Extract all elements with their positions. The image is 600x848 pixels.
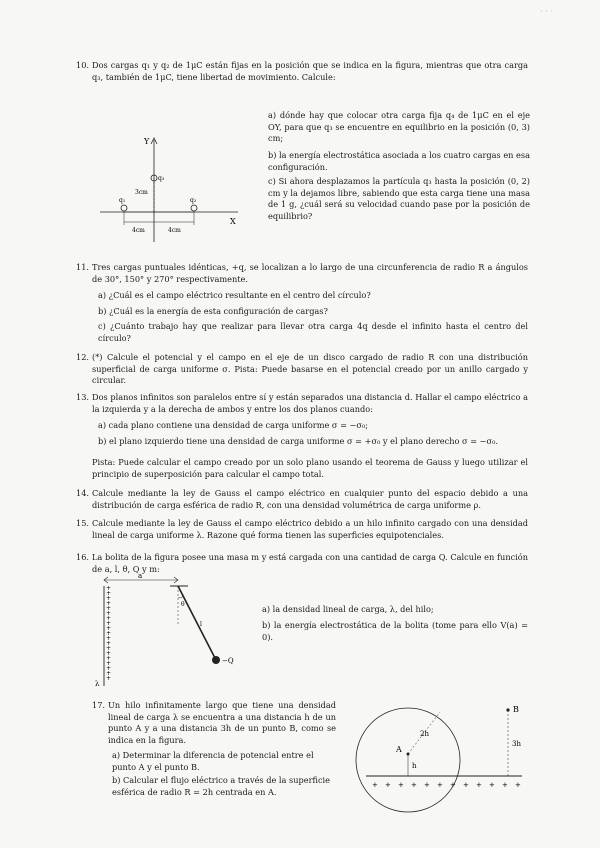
label-A: A bbox=[396, 745, 402, 754]
problem-11-number: 11. bbox=[76, 262, 90, 272]
label-q2: q₂ bbox=[190, 197, 197, 204]
label-l: l bbox=[200, 621, 202, 628]
plus-sign: + bbox=[106, 600, 112, 607]
problem-10-number: 10. bbox=[76, 60, 90, 70]
problem-17-number: 17. bbox=[92, 700, 106, 710]
problem-10-part-b: b) la energía electrostática asociada a los cuatro cargas en esa configuración. bbox=[268, 150, 530, 172]
label-3h: 3h bbox=[512, 740, 521, 748]
plus-sign: + bbox=[106, 640, 112, 647]
problem-12-text: (*) Calcule el potencial y el campo en el eje de un disco cargado de radio R con una distribución superficial de carga uniforme σ. Pista: Puede basarse en el potencial creado por un anillo cargado y circular. bbox=[92, 352, 528, 386]
problem-11-part-a: a) ¿Cuál es el campo eléctrico resultante en el centro del círculo? bbox=[98, 290, 371, 300]
plus-sign: + bbox=[106, 675, 112, 682]
problem-10-part-a: a) dónde hay que colocar otra carga fija q₄ de 1μC en el eje OY, para que q₃ se encuentre en equilibrio en la posición (0, 3) cm; bbox=[268, 110, 530, 144]
plus-sign: + bbox=[106, 645, 112, 652]
problem-13-part-b: b) el plano izquierdo tiene una densidad de carga uniforme σ = +σ₀ y el plano derecho σ = −σ₀. bbox=[98, 436, 498, 446]
problem-17-part-a: a) Determinar la diferencia de potencial entre el punto A y el punto B. bbox=[112, 750, 314, 772]
axis-x-label: X bbox=[230, 217, 236, 226]
plus-sign: + bbox=[106, 615, 112, 622]
plus-sign: + bbox=[106, 605, 112, 612]
label-4cm-left: 4cm bbox=[132, 227, 145, 234]
problem-16-figure bbox=[92, 574, 252, 694]
label-B: B bbox=[513, 705, 519, 714]
problem-17-intro: Un hilo infinitamente largo que tiene una densidad lineal de carga λ se encuentra a una distancia h de un punto A y a una distancia 3h de un punto B, como se indica en la figura. bbox=[108, 700, 336, 745]
problem-13-hint: Pista: Puede calcular el campo creado por un solo plano usando el teorema de Gauss y luego utilizar el principio de superposición para calcular el campo total. bbox=[92, 457, 528, 479]
charge-q1 bbox=[121, 205, 127, 211]
label-minus-Q: −Q bbox=[222, 657, 234, 665]
plus-sign: + bbox=[450, 781, 456, 789]
label-theta: θ bbox=[181, 601, 185, 608]
charge-q2 bbox=[191, 205, 197, 211]
corner-marks: · · · bbox=[540, 6, 554, 16]
plus-sign: + bbox=[106, 595, 112, 602]
plus-sign: + bbox=[424, 781, 430, 789]
axis-y-label: Y bbox=[144, 137, 150, 146]
problem-15-number: 15. bbox=[76, 518, 90, 528]
plus-sign: + bbox=[106, 630, 112, 637]
plus-sign: + bbox=[106, 660, 112, 667]
plus-sign: + bbox=[476, 781, 482, 789]
problem-17-part-b: b) Calcular el flujo eléctrico a través de la superficie esférica de radio R = 2h centrada en A. bbox=[112, 775, 331, 797]
label-q1: q₁ bbox=[119, 197, 126, 204]
plus-sign: + bbox=[502, 781, 508, 789]
problem-13-part-a: a) cada plano contiene una densidad de carga uniforme σ = −σ₀; bbox=[98, 420, 369, 430]
plus-sign: + bbox=[106, 590, 112, 597]
plus-sign: + bbox=[106, 620, 112, 627]
plus-sign: + bbox=[372, 781, 378, 789]
problem-13-intro: Dos planos infinitos son paralelos entre sí y están separados una distancia d. Hallar el campo eléctrico a la izquierda y a la derecha de ambos y entre los dos planos cuando: bbox=[92, 392, 528, 414]
plus-sign: + bbox=[515, 781, 521, 789]
plus-sign: + bbox=[106, 655, 112, 662]
plus-sign: + bbox=[106, 635, 112, 642]
problem-16-intro: La bolita de la figura posee una masa m y está cargada con una cantidad de carga Q. Calcule en función de a, l, θ, Q y m: bbox=[92, 552, 528, 574]
plus-sign: + bbox=[106, 625, 112, 632]
problem-12-number: 12. bbox=[76, 352, 90, 362]
plus-sign: + bbox=[463, 781, 469, 789]
label-lambda: λ bbox=[95, 680, 100, 688]
label-h: h bbox=[412, 762, 417, 770]
plus-sign: + bbox=[489, 781, 495, 789]
label-a: a bbox=[138, 574, 143, 580]
point-B bbox=[506, 708, 509, 711]
label-3cm: 3cm bbox=[135, 189, 148, 196]
label-2h: 2h bbox=[420, 730, 429, 738]
plus-sign: + bbox=[106, 665, 112, 672]
plus-sign: + bbox=[106, 585, 112, 592]
plus-sign: + bbox=[385, 781, 391, 789]
thread bbox=[178, 586, 216, 660]
point-A bbox=[407, 753, 410, 756]
wire-plus-signs-17 bbox=[372, 781, 521, 789]
problem-11-part-c: c) ¿Cuánto trabajo hay que realizar para llevar otra carga 4q desde el infinito hasta el centro del círculo? bbox=[98, 321, 528, 343]
label-q3: q₃ bbox=[158, 175, 165, 182]
plus-sign: + bbox=[411, 781, 417, 789]
problem-10-figure bbox=[92, 130, 252, 250]
problem-17-figure bbox=[350, 700, 530, 830]
problem-11-intro: Tres cargas puntuales idénticas, +q, se localizan a lo largo de una circunferencia de radio R a ángulos de 30°, 150° y 270° respectivamente. bbox=[92, 262, 528, 284]
problem-16-part-b: b) la energía electrostática de la bolita (tome para ello V(a) = 0). bbox=[262, 620, 528, 642]
problem-16-part-a: a) la densidad lineal de carga, λ, del hilo; bbox=[262, 604, 434, 614]
plus-sign: + bbox=[398, 781, 404, 789]
plus-sign: + bbox=[106, 670, 112, 677]
plus-sign: + bbox=[106, 650, 112, 657]
problem-10-part-c: c) Si ahora desplazamos la partícula q₃ hasta la posición (0, 2) cm y la dejamos libre, sabiendo que esta carga tiene una masa de 1 g, ¿cuál será su velocidad cuando pase por la posición de equilibrio? bbox=[268, 176, 530, 221]
plus-sign: + bbox=[437, 781, 443, 789]
problem-14-number: 14. bbox=[76, 488, 90, 498]
plus-sign: + bbox=[106, 610, 112, 617]
label-4cm-right: 4cm bbox=[168, 227, 181, 234]
problem-11-part-b: b) ¿Cuál es la energía de esta configuración de cargas? bbox=[98, 306, 328, 316]
charged-ball bbox=[212, 656, 220, 664]
problem-14-text: Calcule mediante la ley de Gauss el campo eléctrico en cualquier punto del espacio debido a una distribución de carga esférica de radio R, con una densidad volumétrica de carga uniforme ρ. bbox=[92, 488, 528, 510]
problem-16-number: 16. bbox=[76, 552, 90, 562]
wire-plus-signs bbox=[106, 585, 111, 682]
problem-10-intro: Dos cargas q₁ y q₂ de 1μC están fijas en la posición que se indica en la figura, mientras que otra carga q₃, también de 1μC, tiene libertad de movimiento. Calcule: bbox=[92, 60, 528, 82]
problem-15-text: Calcule mediante la ley de Gauss el campo eléctrico debido a un hilo infinito cargado con una densidad lineal de carga uniforme λ. Razone qué forma tienen las superficies equipotenciales. bbox=[92, 518, 528, 540]
problem-13-number: 13. bbox=[76, 392, 90, 402]
